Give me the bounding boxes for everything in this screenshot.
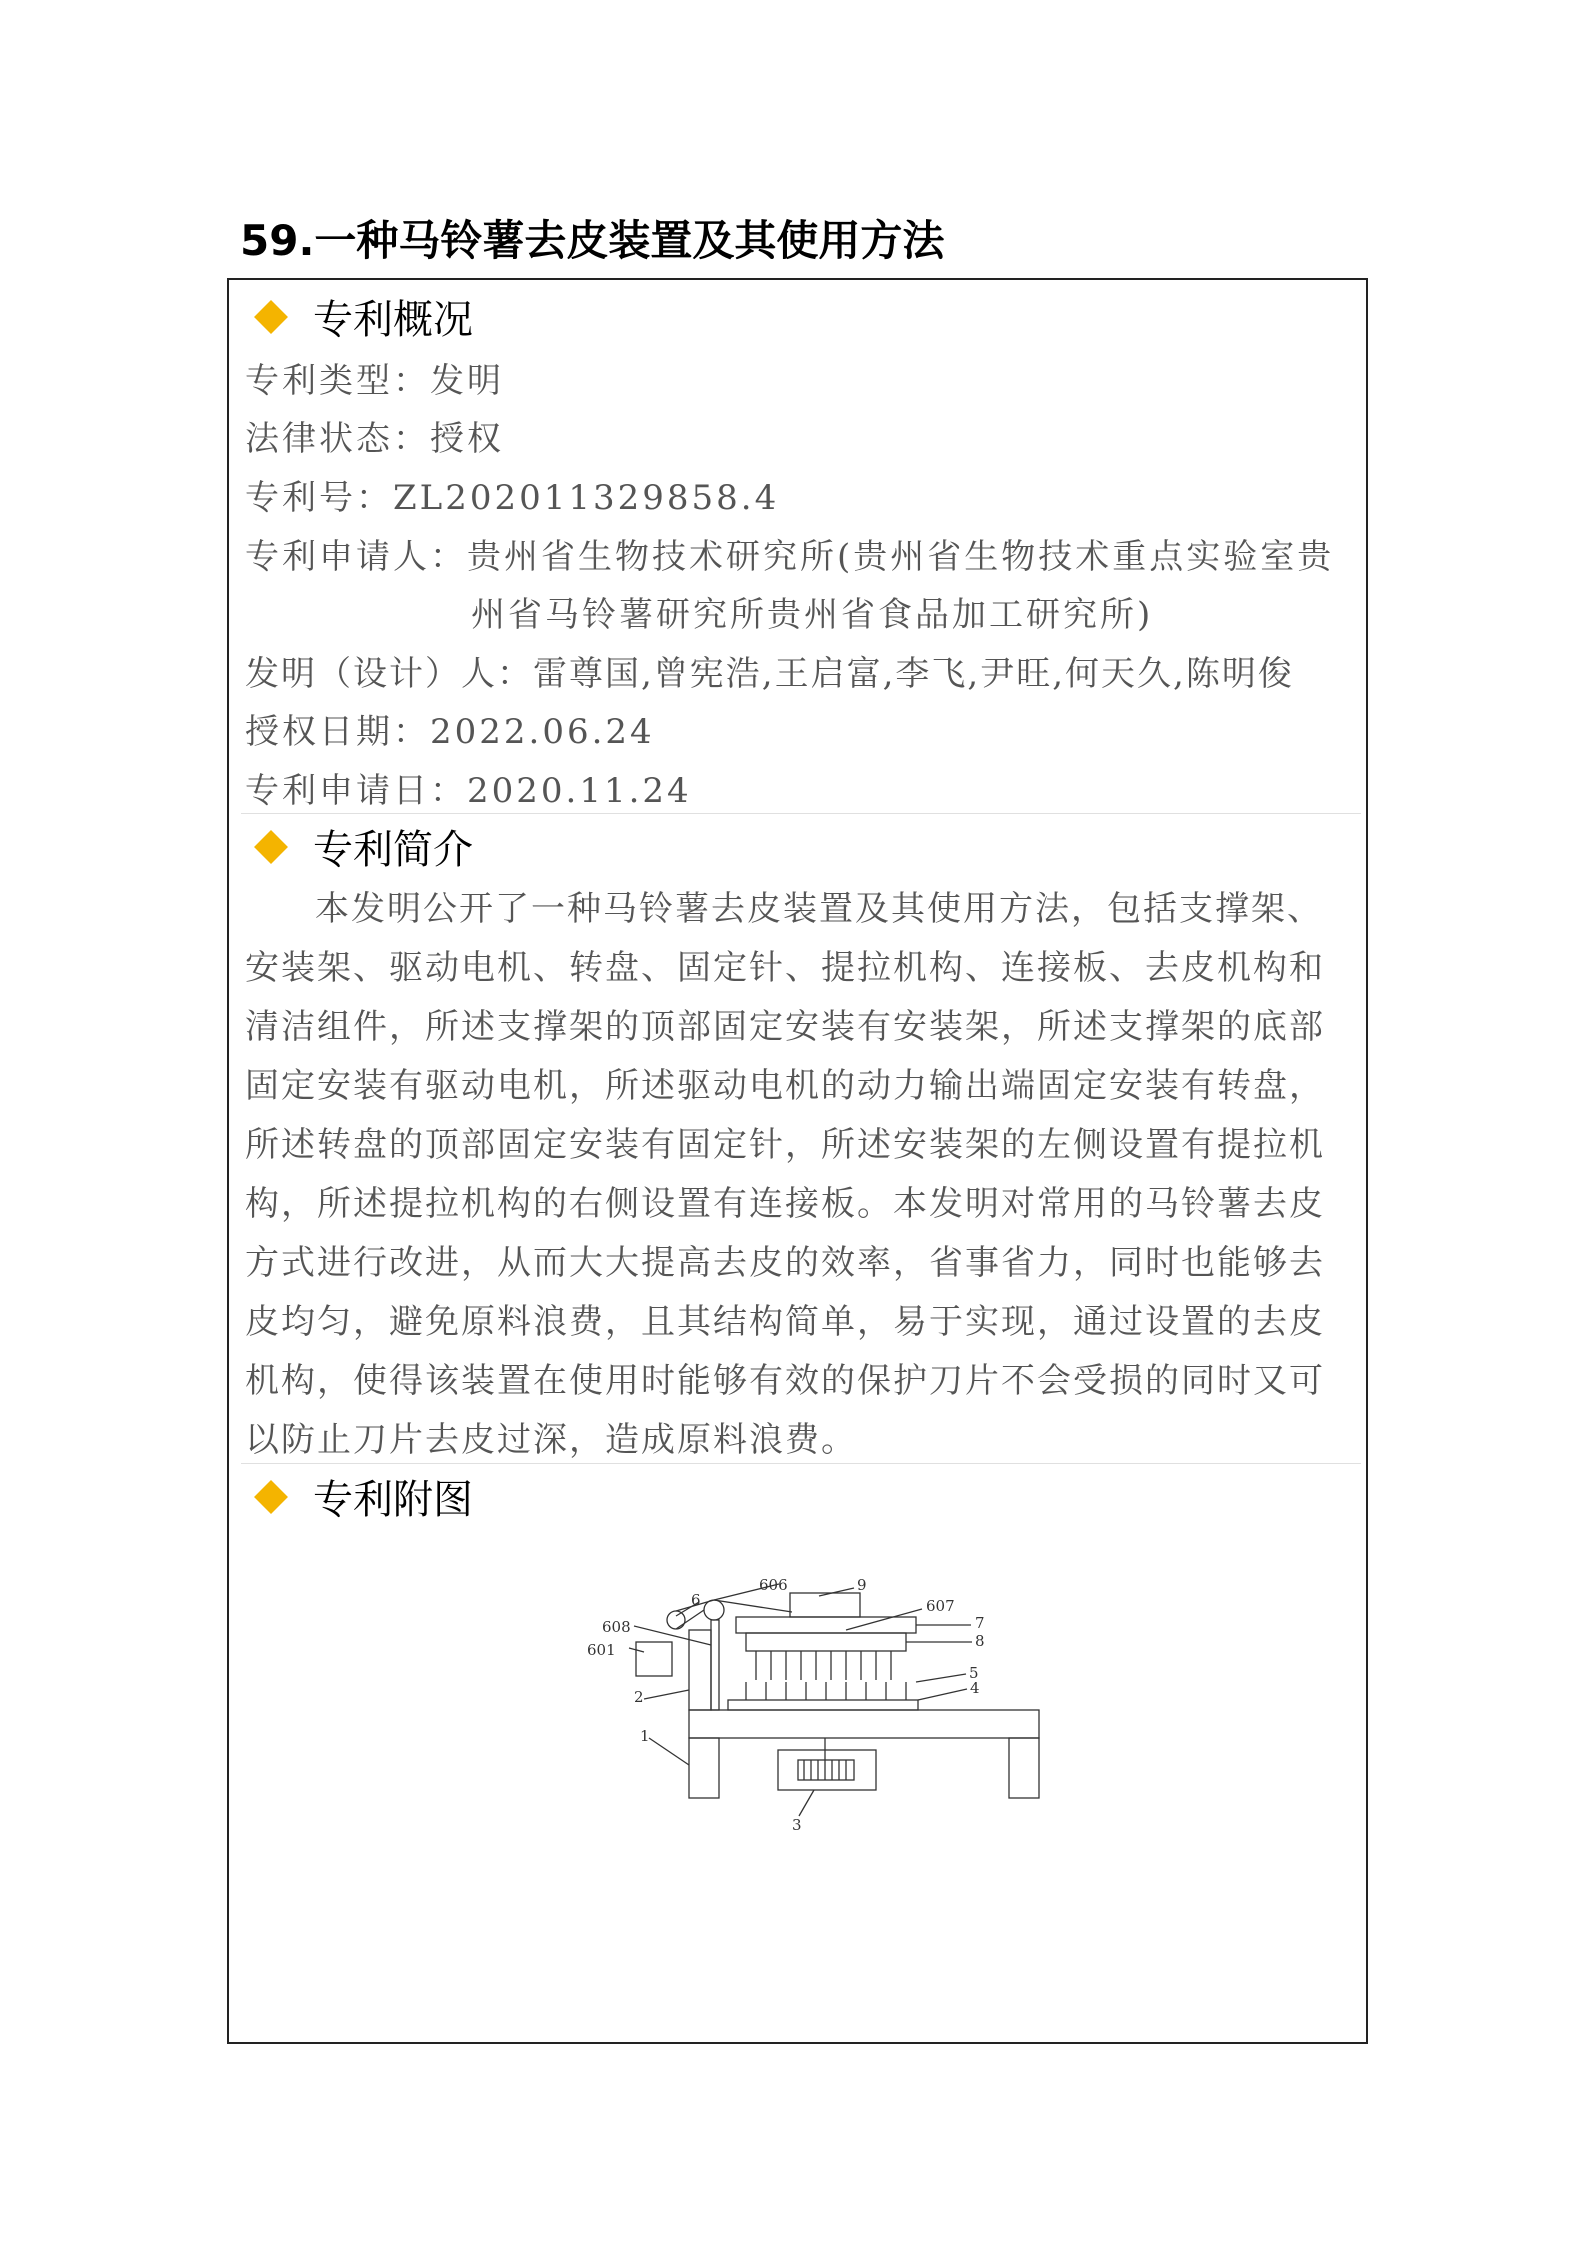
inventors: 发明（设计）人：雷尊国,曾宪浩,王启富,李飞,尹旺,何天久,陈明俊: [245, 654, 1294, 694]
label-3: 3: [792, 1816, 802, 1834]
turntable-4: [728, 1700, 918, 1710]
summary-line: 清洁组件，所述支撑架的顶部固定安装有安装架，所述支撑架的底部: [245, 1007, 1325, 1047]
applicant-line-2: 州省马铃薯研究所贵州省食品加工研究所): [471, 595, 1154, 635]
fixing-pins-5: [746, 1682, 906, 1700]
lifting-rod-608: [711, 1620, 719, 1710]
section-divider: [241, 813, 1361, 814]
overview-heading-label: 专利概况: [313, 297, 473, 343]
label-5: 5: [969, 1664, 979, 1682]
summary-line: 机构，使得该装置在使用时能够有效的保护刀片不会受损的同时又可: [245, 1361, 1325, 1401]
support-frame-top-1: [689, 1710, 1039, 1738]
diamond-bullet-icon: [254, 830, 288, 864]
pulley-606: [704, 1600, 724, 1620]
summary-heading-label: 专利简介: [313, 827, 473, 873]
patent-card: [227, 278, 1368, 2044]
patent-number: 专利号：ZL202011329858.4: [245, 478, 780, 518]
label-8: 8: [975, 1632, 985, 1650]
pulley-6: [667, 1611, 685, 1629]
diamond-bullet-icon: [254, 1480, 288, 1514]
grant-date: 授权日期：2022.06.24: [245, 712, 655, 752]
label-7: 7: [975, 1614, 985, 1632]
frame-top-plate-7: [736, 1617, 916, 1633]
top-block-9: [790, 1593, 860, 1617]
label-1: 1: [640, 1727, 650, 1745]
label-601: 601: [587, 1641, 616, 1659]
summary-line: 安装架、驱动电机、转盘、固定针、提拉机构、连接板、去皮机构和: [245, 948, 1325, 988]
drive-motor-housing-3: [778, 1750, 876, 1790]
diamond-bullet-icon: [254, 300, 288, 334]
page-title: 59.一种马铃薯去皮装置及其使用方法: [240, 216, 945, 265]
summary-line: 所述转盘的顶部固定安装有固定针，所述安装架的左侧设置有提拉机: [245, 1125, 1325, 1165]
support-frame-left-leg: [689, 1738, 719, 1798]
summary-line: 构，所述提拉机构的右侧设置有连接板。本发明对常用的马铃薯去皮: [245, 1184, 1325, 1224]
label-606: 606: [759, 1576, 788, 1594]
summary-heading: [249, 818, 473, 875]
patent-type: 专利类型：发明: [245, 361, 504, 401]
label-608: 608: [602, 1618, 631, 1636]
label-4: 4: [970, 1679, 980, 1697]
label-9: 9: [857, 1576, 867, 1594]
summary-line: 固定安装有驱动电机，所述驱动电机的动力输出端固定安装有转盘，: [245, 1066, 1325, 1106]
filing-date: 专利申请日：2020.11.24: [245, 771, 692, 811]
peeling-blades: [756, 1651, 891, 1680]
label-6: 6: [691, 1591, 701, 1609]
support-frame-right-leg: [1009, 1738, 1039, 1798]
connecting-plate-8: [746, 1633, 906, 1651]
summary-line: 方式进行改进，从而大大提高去皮的效率，省事省力，同时也能够去: [245, 1243, 1325, 1283]
summary-line: 以防止刀片去皮过深，造成原料浪费。: [245, 1420, 857, 1460]
figure-heading-label: 专利附图: [313, 1477, 473, 1523]
patent-drawing: [474, 1576, 1074, 1890]
summary-line: 皮均匀，避免原料浪费，且其结构简单，易于实现，通过设置的去皮: [245, 1302, 1325, 1342]
overview-heading: [249, 288, 473, 345]
label-607: 607: [926, 1597, 955, 1615]
applicant-line-1: 专利申请人：贵州省生物技术研究所(贵州省生物技术重点实验室贵: [245, 537, 1335, 577]
motor-601: [636, 1642, 672, 1676]
summary-line: 本发明公开了一种马铃薯去皮装置及其使用方法，包括支撑架、: [315, 889, 1323, 929]
figure-heading: [249, 1468, 473, 1525]
label-2: 2: [634, 1688, 644, 1706]
legal-status: 法律状态：授权: [245, 419, 504, 459]
summary-paragraph: [245, 880, 1355, 1470]
section-divider: [241, 1463, 1361, 1464]
motor-fins: [804, 1760, 846, 1780]
